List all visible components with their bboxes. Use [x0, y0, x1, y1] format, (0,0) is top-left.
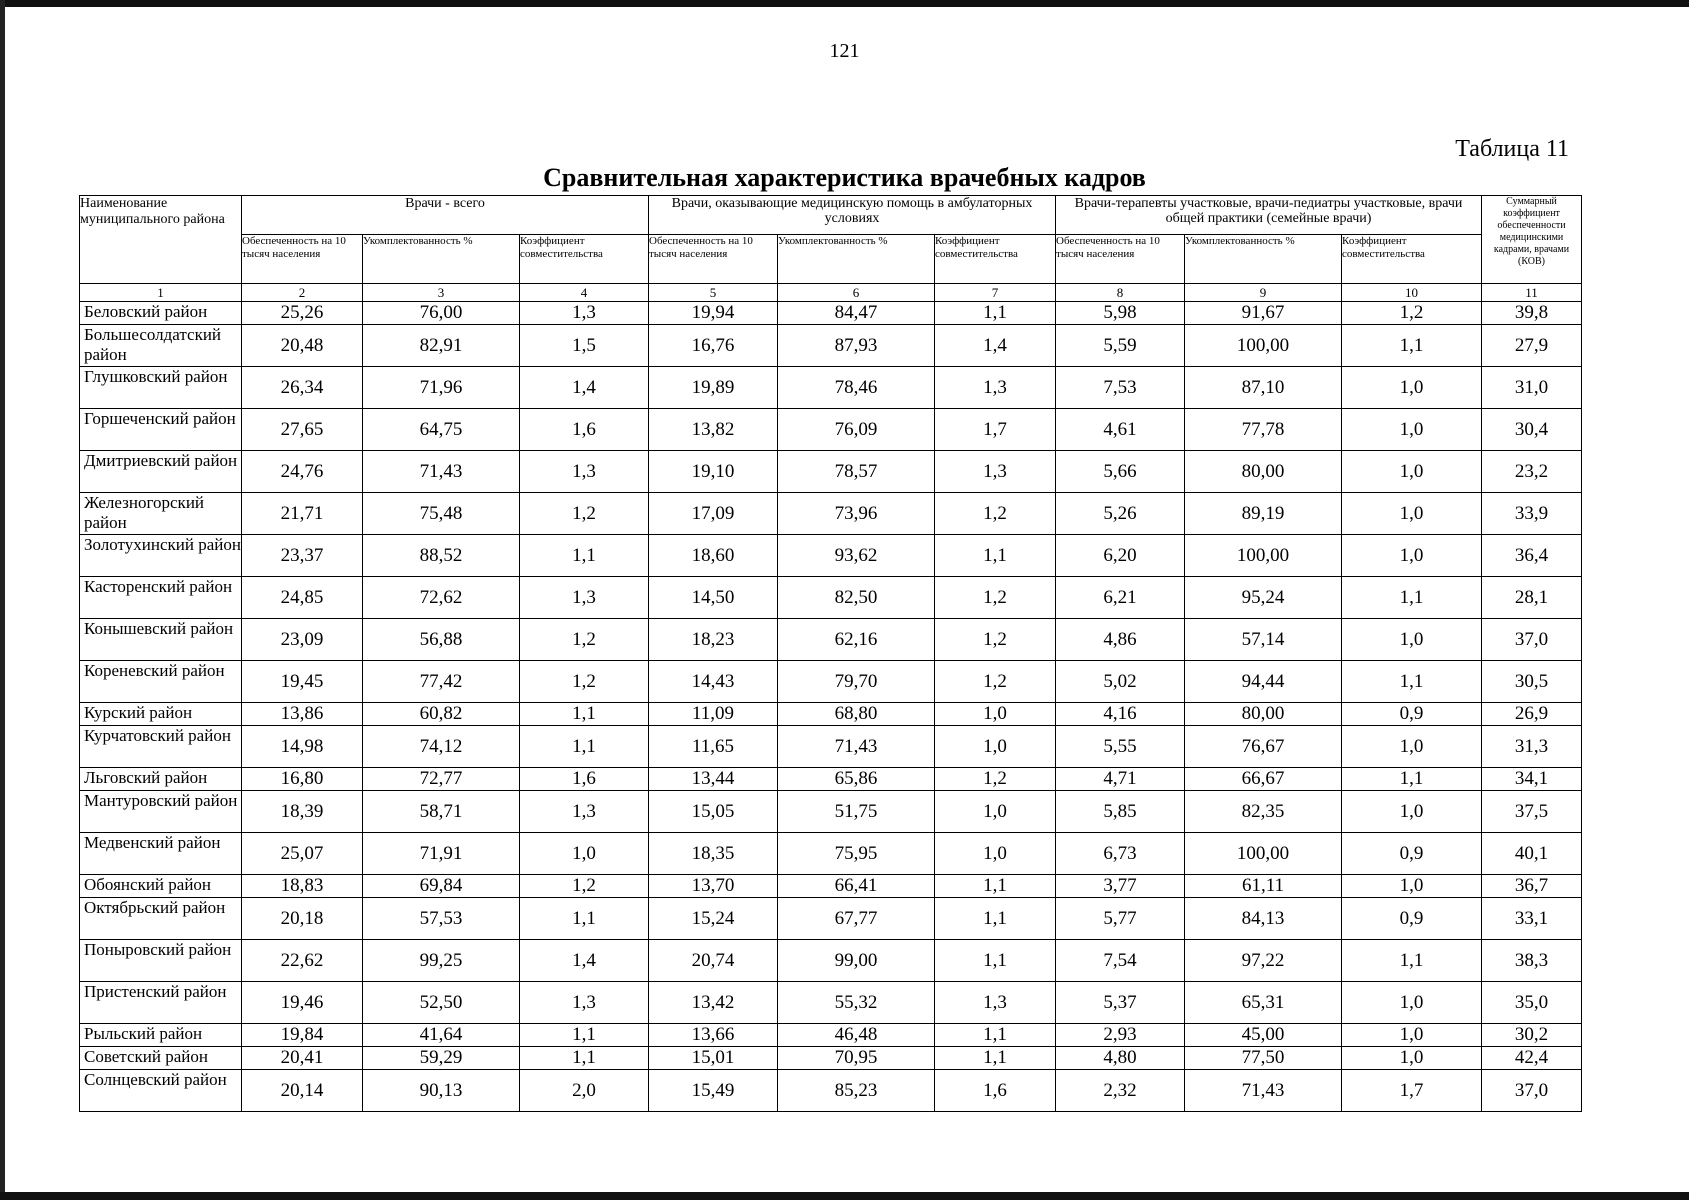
value-cell: 61,11: [1185, 875, 1342, 898]
value-cell: 15,49: [649, 1070, 778, 1112]
value-cell: 1,0: [1342, 535, 1482, 577]
value-cell: 72,62: [363, 577, 520, 619]
column-number: 9: [1185, 284, 1342, 302]
district-name-cell: Большесолдатский район: [80, 325, 242, 367]
district-name-cell: Советский район: [80, 1047, 242, 1070]
header-provision: Обеспеченность на 10 тысяч населения: [1056, 235, 1185, 284]
value-cell: 35,0: [1482, 982, 1582, 1024]
value-cell: 77,42: [363, 661, 520, 703]
value-cell: 76,09: [778, 409, 935, 451]
value-cell: 1,2: [1342, 302, 1482, 325]
value-cell: 21,71: [242, 493, 363, 535]
value-cell: 1,2: [520, 493, 649, 535]
value-cell: 0,9: [1342, 703, 1482, 726]
header-staffing: Укомплектованность %: [1185, 235, 1342, 284]
table-body: [80, 302, 1582, 1112]
value-cell: 1,0: [1342, 619, 1482, 661]
value-cell: 45,00: [1185, 1024, 1342, 1047]
value-cell: 1,1: [935, 535, 1056, 577]
table-row: [80, 302, 1582, 325]
value-cell: 19,45: [242, 661, 363, 703]
value-cell: 31,0: [1482, 367, 1582, 409]
value-cell: 25,26: [242, 302, 363, 325]
district-name-cell: Пристенский район: [80, 982, 242, 1024]
value-cell: 37,5: [1482, 791, 1582, 833]
value-cell: 52,50: [363, 982, 520, 1024]
value-cell: 1,3: [935, 367, 1056, 409]
value-cell: 37,0: [1482, 1070, 1582, 1112]
value-cell: 1,0: [935, 726, 1056, 768]
value-cell: 1,1: [520, 1024, 649, 1047]
value-cell: 57,14: [1185, 619, 1342, 661]
table-row: [80, 409, 1582, 451]
table-row: [80, 493, 1582, 535]
value-cell: 26,34: [242, 367, 363, 409]
value-cell: 1,2: [935, 619, 1056, 661]
value-cell: 5,02: [1056, 661, 1185, 703]
value-cell: 1,0: [1342, 493, 1482, 535]
value-cell: 62,16: [778, 619, 935, 661]
value-cell: 34,1: [1482, 768, 1582, 791]
table-row: [80, 833, 1582, 875]
value-cell: 38,3: [1482, 940, 1582, 982]
table-row: [80, 661, 1582, 703]
district-name-cell: Курский район: [80, 703, 242, 726]
district-name-cell: Октябрьский район: [80, 898, 242, 940]
value-cell: 1,4: [520, 940, 649, 982]
value-cell: 0,9: [1342, 833, 1482, 875]
district-name-cell: Дмитриевский район: [80, 451, 242, 493]
header-provision: Обеспеченность на 10 тысяч населения: [649, 235, 778, 284]
value-cell: 64,75: [363, 409, 520, 451]
value-cell: 1,0: [935, 833, 1056, 875]
page-number: 121: [829, 40, 860, 62]
header-group-outpatient: Врачи, оказывающие медицинскую помощь в амбулаторных условиях: [649, 196, 1056, 235]
value-cell: 5,98: [1056, 302, 1185, 325]
value-cell: 59,29: [363, 1047, 520, 1070]
value-cell: 27,9: [1482, 325, 1582, 367]
table-row: [80, 535, 1582, 577]
value-cell: 41,64: [363, 1024, 520, 1047]
value-cell: 99,25: [363, 940, 520, 982]
value-cell: 91,67: [1185, 302, 1342, 325]
value-cell: 30,5: [1482, 661, 1582, 703]
value-cell: 72,77: [363, 768, 520, 791]
value-cell: 78,46: [778, 367, 935, 409]
value-cell: 1,0: [1342, 451, 1482, 493]
value-cell: 1,0: [1342, 1047, 1482, 1070]
district-name-cell: Курчатовский район: [80, 726, 242, 768]
district-name-cell: Железногорский район: [80, 493, 242, 535]
document-title: Сравнительная характеристика врачебных кадров: [543, 163, 1146, 192]
value-cell: 23,09: [242, 619, 363, 661]
value-cell: 24,76: [242, 451, 363, 493]
value-cell: 15,01: [649, 1047, 778, 1070]
value-cell: 1,3: [520, 577, 649, 619]
value-cell: 25,07: [242, 833, 363, 875]
value-cell: 56,88: [363, 619, 520, 661]
value-cell: 70,95: [778, 1047, 935, 1070]
table-row: [80, 768, 1582, 791]
value-cell: 13,70: [649, 875, 778, 898]
value-cell: 1,2: [935, 577, 1056, 619]
value-cell: 1,1: [1342, 577, 1482, 619]
header-coefficient: Коэффициент совместительства: [935, 235, 1056, 284]
value-cell: 16,76: [649, 325, 778, 367]
value-cell: 80,00: [1185, 703, 1342, 726]
value-cell: 66,41: [778, 875, 935, 898]
scan-border-top: [0, 0, 1689, 7]
value-cell: 36,7: [1482, 875, 1582, 898]
value-cell: 1,1: [1342, 940, 1482, 982]
district-name-cell: Солнцевский район: [80, 1070, 242, 1112]
value-cell: 1,4: [520, 367, 649, 409]
value-cell: 11,09: [649, 703, 778, 726]
value-cell: 99,00: [778, 940, 935, 982]
value-cell: 46,48: [778, 1024, 935, 1047]
value-cell: 5,26: [1056, 493, 1185, 535]
value-cell: 28,1: [1482, 577, 1582, 619]
value-cell: 30,4: [1482, 409, 1582, 451]
value-cell: 1,5: [520, 325, 649, 367]
value-cell: 100,00: [1185, 833, 1342, 875]
value-cell: 1,1: [520, 535, 649, 577]
value-cell: 1,7: [935, 409, 1056, 451]
column-number: 10: [1342, 284, 1482, 302]
value-cell: 1,6: [935, 1070, 1056, 1112]
value-cell: 5,77: [1056, 898, 1185, 940]
value-cell: 19,89: [649, 367, 778, 409]
value-cell: 2,93: [1056, 1024, 1185, 1047]
table-row: [80, 791, 1582, 833]
value-cell: 71,91: [363, 833, 520, 875]
table-row: [80, 451, 1582, 493]
value-cell: 87,93: [778, 325, 935, 367]
district-name-cell: Рыльский район: [80, 1024, 242, 1047]
value-cell: 42,4: [1482, 1047, 1582, 1070]
table-row: [80, 1024, 1582, 1047]
value-cell: 1,1: [1342, 661, 1482, 703]
value-cell: 20,74: [649, 940, 778, 982]
value-cell: 27,65: [242, 409, 363, 451]
value-cell: 14,50: [649, 577, 778, 619]
value-cell: 100,00: [1185, 325, 1342, 367]
value-cell: 1,2: [520, 875, 649, 898]
value-cell: 15,24: [649, 898, 778, 940]
district-name-cell: Глушковский район: [80, 367, 242, 409]
value-cell: 1,0: [935, 703, 1056, 726]
value-cell: 16,80: [242, 768, 363, 791]
header-staffing: Укомплектованность %: [363, 235, 520, 284]
table-row: [80, 1047, 1582, 1070]
value-cell: 14,43: [649, 661, 778, 703]
value-cell: 5,37: [1056, 982, 1185, 1024]
value-cell: 6,21: [1056, 577, 1185, 619]
value-cell: 19,94: [649, 302, 778, 325]
value-cell: 1,0: [520, 833, 649, 875]
column-number: 6: [778, 284, 935, 302]
value-cell: 1,4: [935, 325, 1056, 367]
value-cell: 66,67: [1185, 768, 1342, 791]
district-name-cell: Касторенский район: [80, 577, 242, 619]
column-number: 4: [520, 284, 649, 302]
value-cell: 36,4: [1482, 535, 1582, 577]
header-coefficient: Коэффициент совместительства: [520, 235, 649, 284]
value-cell: 20,18: [242, 898, 363, 940]
value-cell: 94,44: [1185, 661, 1342, 703]
value-cell: 51,75: [778, 791, 935, 833]
value-cell: 13,44: [649, 768, 778, 791]
value-cell: 26,9: [1482, 703, 1582, 726]
value-cell: 76,67: [1185, 726, 1342, 768]
scan-border-bottom: [0, 1192, 1689, 1200]
value-cell: 33,9: [1482, 493, 1582, 535]
value-cell: 33,1: [1482, 898, 1582, 940]
value-cell: 60,82: [363, 703, 520, 726]
value-cell: 1,2: [935, 768, 1056, 791]
value-cell: 1,3: [520, 302, 649, 325]
value-cell: 1,1: [935, 940, 1056, 982]
value-cell: 19,84: [242, 1024, 363, 1047]
table-label: Таблица 11: [1455, 136, 1569, 162]
header-provision: Обеспеченность на 10 тысяч населения: [242, 235, 363, 284]
header-summary-coefficient: Суммарный коэффициент обеспеченности медицинскими кадрами, врачами (КОВ): [1482, 196, 1582, 284]
value-cell: 79,70: [778, 661, 935, 703]
value-cell: 69,84: [363, 875, 520, 898]
header-staffing: Укомплектованность %: [778, 235, 935, 284]
value-cell: 68,80: [778, 703, 935, 726]
value-cell: 82,91: [363, 325, 520, 367]
value-cell: 58,71: [363, 791, 520, 833]
value-cell: 13,42: [649, 982, 778, 1024]
value-cell: 19,10: [649, 451, 778, 493]
value-cell: 1,1: [935, 1047, 1056, 1070]
value-cell: 75,48: [363, 493, 520, 535]
value-cell: 65,86: [778, 768, 935, 791]
value-cell: 23,2: [1482, 451, 1582, 493]
value-cell: 78,57: [778, 451, 935, 493]
table-row: [80, 940, 1582, 982]
value-cell: 71,96: [363, 367, 520, 409]
column-number: 2: [242, 284, 363, 302]
value-cell: 88,52: [363, 535, 520, 577]
district-name-cell: Медвенский район: [80, 833, 242, 875]
value-cell: 1,1: [935, 1024, 1056, 1047]
value-cell: 1,1: [520, 898, 649, 940]
header-district-name: Наименование муниципального района: [80, 196, 242, 284]
table-row: [80, 875, 1582, 898]
value-cell: 84,13: [1185, 898, 1342, 940]
value-cell: 30,2: [1482, 1024, 1582, 1047]
column-number: 8: [1056, 284, 1185, 302]
header-group-all-doctors: Врачи - всего: [242, 196, 649, 235]
value-cell: 1,0: [1342, 1024, 1482, 1047]
value-cell: 82,35: [1185, 791, 1342, 833]
table-row: [80, 325, 1582, 367]
district-name-cell: Беловский район: [80, 302, 242, 325]
value-cell: 1,0: [1342, 367, 1482, 409]
value-cell: 1,0: [1342, 982, 1482, 1024]
value-cell: 5,85: [1056, 791, 1185, 833]
value-cell: 7,54: [1056, 940, 1185, 982]
value-cell: 4,16: [1056, 703, 1185, 726]
value-cell: 1,0: [1342, 409, 1482, 451]
value-cell: 5,59: [1056, 325, 1185, 367]
value-cell: 57,53: [363, 898, 520, 940]
value-cell: 5,55: [1056, 726, 1185, 768]
value-cell: 19,46: [242, 982, 363, 1024]
value-cell: 71,43: [363, 451, 520, 493]
value-cell: 76,00: [363, 302, 520, 325]
value-cell: 18,39: [242, 791, 363, 833]
value-cell: 1,3: [935, 451, 1056, 493]
value-cell: 18,83: [242, 875, 363, 898]
value-cell: 3,77: [1056, 875, 1185, 898]
value-cell: 13,86: [242, 703, 363, 726]
value-cell: 13,82: [649, 409, 778, 451]
value-cell: 1,1: [1342, 768, 1482, 791]
value-cell: 87,10: [1185, 367, 1342, 409]
value-cell: 1,0: [1342, 726, 1482, 768]
value-cell: 93,62: [778, 535, 935, 577]
table-row: [80, 577, 1582, 619]
value-cell: 5,66: [1056, 451, 1185, 493]
value-cell: 1,0: [1342, 875, 1482, 898]
table-row: [80, 619, 1582, 661]
value-cell: 55,32: [778, 982, 935, 1024]
value-cell: 4,61: [1056, 409, 1185, 451]
value-cell: 1,1: [520, 703, 649, 726]
value-cell: 20,48: [242, 325, 363, 367]
column-number: 5: [649, 284, 778, 302]
value-cell: 22,62: [242, 940, 363, 982]
value-cell: 1,1: [935, 302, 1056, 325]
value-cell: 1,7: [1342, 1070, 1482, 1112]
value-cell: 7,53: [1056, 367, 1185, 409]
value-cell: 90,13: [363, 1070, 520, 1112]
value-cell: 2,32: [1056, 1070, 1185, 1112]
district-name-cell: Льговский район: [80, 768, 242, 791]
column-number: 3: [363, 284, 520, 302]
value-cell: 1,1: [935, 875, 1056, 898]
column-number: 1: [80, 284, 242, 302]
value-cell: 1,3: [935, 982, 1056, 1024]
staff-comparison-table: [79, 195, 1582, 1112]
value-cell: 1,0: [1342, 791, 1482, 833]
value-cell: 1,1: [935, 898, 1056, 940]
value-cell: 4,86: [1056, 619, 1185, 661]
header-coefficient: Коэффициент совместительства: [1342, 235, 1482, 284]
value-cell: 31,3: [1482, 726, 1582, 768]
value-cell: 18,23: [649, 619, 778, 661]
value-cell: 1,1: [520, 1047, 649, 1070]
value-cell: 11,65: [649, 726, 778, 768]
value-cell: 1,3: [520, 982, 649, 1024]
value-cell: 1,2: [520, 661, 649, 703]
value-cell: 95,24: [1185, 577, 1342, 619]
value-cell: 6,20: [1056, 535, 1185, 577]
value-cell: 1,2: [520, 619, 649, 661]
value-cell: 73,96: [778, 493, 935, 535]
district-name-cell: Обоянский район: [80, 875, 242, 898]
district-name-cell: Золотухинский район: [80, 535, 242, 577]
column-number: 11: [1482, 284, 1582, 302]
table-row: [80, 898, 1582, 940]
district-name-cell: Поныровский район: [80, 940, 242, 982]
value-cell: 74,12: [363, 726, 520, 768]
district-name-cell: Мантуровский район: [80, 791, 242, 833]
table-row: [80, 367, 1582, 409]
value-cell: 17,09: [649, 493, 778, 535]
value-cell: 77,50: [1185, 1047, 1342, 1070]
value-cell: 24,85: [242, 577, 363, 619]
district-name-cell: Горшеченский район: [80, 409, 242, 451]
district-name-cell: Конышевский район: [80, 619, 242, 661]
value-cell: 14,98: [242, 726, 363, 768]
value-cell: 15,05: [649, 791, 778, 833]
value-cell: 100,00: [1185, 535, 1342, 577]
value-cell: 1,2: [935, 493, 1056, 535]
value-cell: 20,14: [242, 1070, 363, 1112]
value-cell: 89,19: [1185, 493, 1342, 535]
value-cell: 13,66: [649, 1024, 778, 1047]
value-cell: 20,41: [242, 1047, 363, 1070]
value-cell: 1,6: [520, 409, 649, 451]
value-cell: 67,77: [778, 898, 935, 940]
value-cell: 0,9: [1342, 898, 1482, 940]
value-cell: 84,47: [778, 302, 935, 325]
value-cell: 2,0: [520, 1070, 649, 1112]
value-cell: 18,35: [649, 833, 778, 875]
value-cell: 75,95: [778, 833, 935, 875]
value-cell: 4,80: [1056, 1047, 1185, 1070]
value-cell: 23,37: [242, 535, 363, 577]
table-row: [80, 726, 1582, 768]
value-cell: 1,3: [520, 451, 649, 493]
value-cell: 6,73: [1056, 833, 1185, 875]
value-cell: 37,0: [1482, 619, 1582, 661]
table-row: [80, 703, 1582, 726]
value-cell: 1,6: [520, 768, 649, 791]
value-cell: 85,23: [778, 1070, 935, 1112]
value-cell: 97,22: [1185, 940, 1342, 982]
value-cell: 1,3: [520, 791, 649, 833]
table-row: [80, 982, 1582, 1024]
value-cell: 40,1: [1482, 833, 1582, 875]
value-cell: 1,1: [520, 726, 649, 768]
value-cell: 1,2: [935, 661, 1056, 703]
value-cell: 1,0: [935, 791, 1056, 833]
value-cell: 71,43: [778, 726, 935, 768]
column-number: 7: [935, 284, 1056, 302]
header-group-primary-care: Врачи-терапевты участковые, врачи-педиатры участковые, врачи общей практики (семейные врачи): [1056, 196, 1482, 235]
table-row: [80, 1070, 1582, 1112]
value-cell: 1,1: [1342, 325, 1482, 367]
value-cell: 39,8: [1482, 302, 1582, 325]
value-cell: 82,50: [778, 577, 935, 619]
district-name-cell: Кореневский район: [80, 661, 242, 703]
value-cell: 80,00: [1185, 451, 1342, 493]
value-cell: 18,60: [649, 535, 778, 577]
value-cell: 65,31: [1185, 982, 1342, 1024]
value-cell: 77,78: [1185, 409, 1342, 451]
value-cell: 71,43: [1185, 1070, 1342, 1112]
column-number-row: [80, 284, 1582, 302]
value-cell: 4,71: [1056, 768, 1185, 791]
